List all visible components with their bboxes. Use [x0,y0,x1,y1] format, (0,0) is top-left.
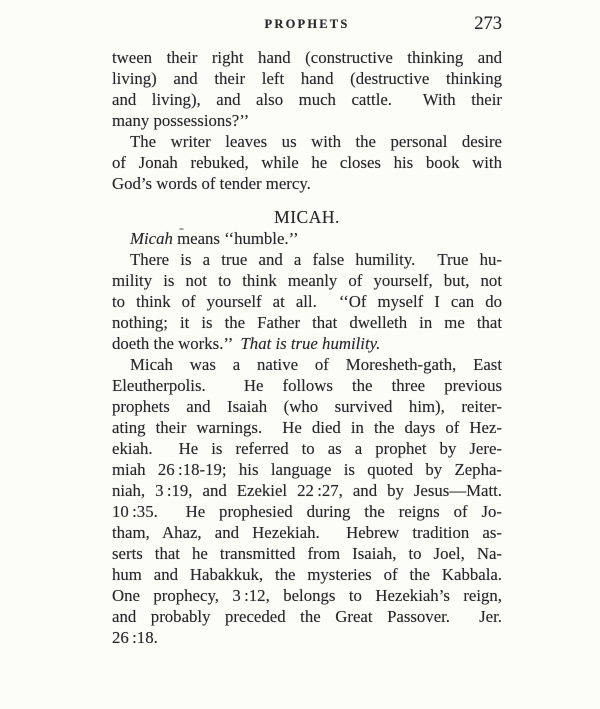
body-text: There is a true and a false humility. True hu- [130,250,502,269]
body-text: 10 :35. He prophesied during the reigns of Jo- [112,502,502,521]
body-text: mility is not to think meanly of yourself, but, not [112,271,502,290]
text-line [112,173,502,194]
paragraph [112,47,502,131]
text-line [112,459,502,480]
italic-text: That is true humility. [240,334,381,353]
text-line [112,291,502,312]
text-line [112,333,502,354]
body-text: miah 26 :18-19; his language is quoted by Zepha- [112,460,502,479]
body-text: serts that he transmitted from Isaiah, to Joel, Na- [112,544,502,563]
text-line [112,131,502,152]
page-header [112,13,502,35]
text-line [112,228,502,249]
text-line [112,375,502,396]
body-text: nothing; it is the Father that dwelleth in me that [112,313,502,332]
body-text: ating their warnings. He died in the days of Hez- [112,418,502,437]
body-text: and probably preceded the Great Passover. Jer. [112,607,502,626]
paragraph [112,131,502,194]
text-line [112,312,502,333]
body-text: living) and their left hand (destructive thinking [112,69,502,88]
text-line [112,522,502,543]
text-line [112,543,502,564]
text-line [112,585,502,606]
body-text: hum and Habakkuk, the mysteries of the Kabbala. [112,565,502,584]
text-line [112,480,502,501]
body-text: niah, 3 :19, and Ezekiel 22 :27, and by Jesus—Matt. [112,481,502,500]
body-text: One prophecy, 3 :12, belongs to Hezekiah’s reign, [112,586,502,605]
text-line [112,152,502,173]
text-line [112,354,502,375]
body-text: prophets and Isaiah (who survived him), reiter- [112,397,502,416]
body-text: tween their right hand (constructive thinking and [112,48,502,67]
body-text: means ‘‘humble.’’ [172,229,299,248]
body-text: to think of yourself at all. ‘‘Of myself I can do [112,292,502,311]
text-line [112,47,502,68]
body-text: of Jonah rebuked, while he closes his book with [112,153,502,172]
text-line [112,501,502,522]
body-text: 26 :18. [112,628,158,647]
body-text: God’s words of tender mercy. [112,174,311,193]
text-line [112,270,502,291]
italic-text: Micah [130,229,173,248]
body-text: ekiah. He is referred to as a prophet by Jere- [112,439,502,458]
paragraph [112,228,502,249]
running-title: PROPHETS [264,17,350,31]
body-text: and living), and also much cattle. With their [112,90,502,109]
text-line [112,249,502,270]
text-line [112,110,502,131]
body-text: Micah was a native of Moresheth-gath, East [130,355,502,374]
text-line [112,396,502,417]
body-text: Eleutherpolis. He follows the three previous [112,376,502,395]
text-line [112,68,502,89]
paragraph [112,354,502,648]
text-line [112,606,502,627]
body-text: many possessions?’’ [112,111,250,130]
body-text: tham, Ahaz, and Hezekiah. Hebrew tradition as- [112,523,502,542]
paragraph [112,249,502,354]
text-line [112,417,502,438]
page-number: 273 [474,14,502,34]
text-line [112,438,502,459]
text-line [112,627,502,648]
text-line [112,564,502,585]
body-text: The writer leaves us with the personal desire [130,132,502,151]
section-heading: MICAH. [274,207,340,227]
text-line [112,89,502,110]
body-text: doeth the works.’’ [112,334,241,353]
page-body [112,47,502,648]
